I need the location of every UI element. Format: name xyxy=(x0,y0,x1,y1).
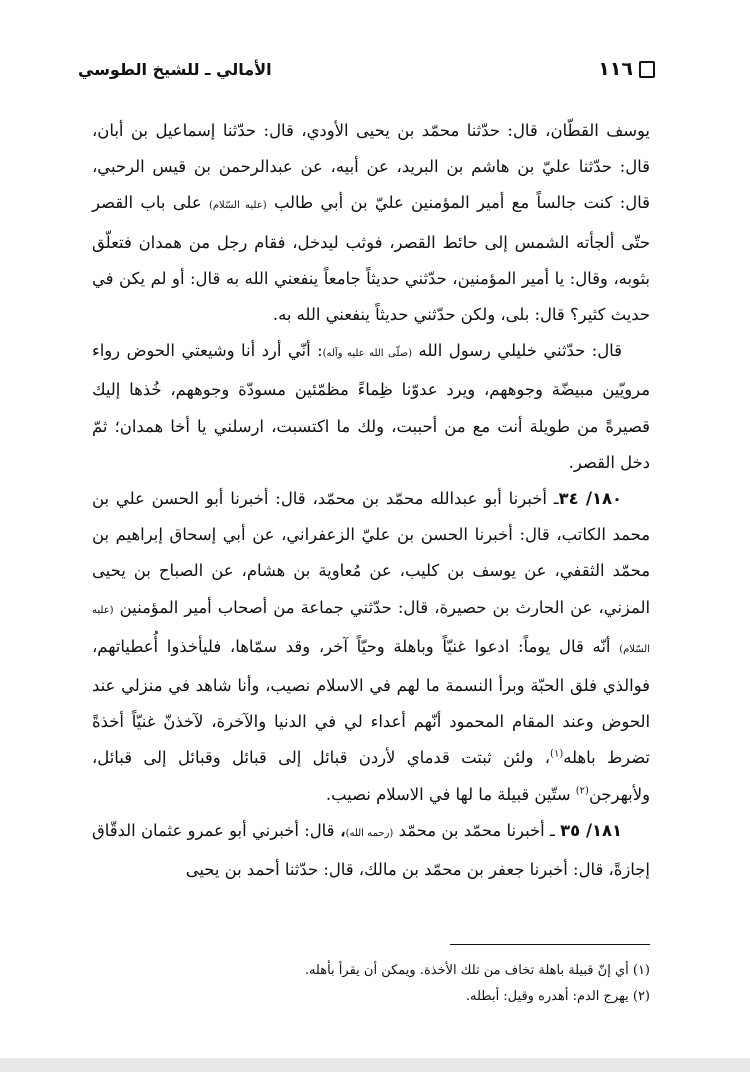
text-run: ـ أخبرنا محمّد بن محمّد xyxy=(398,820,555,840)
hadith-number: ١٨٠/ ٣٤ xyxy=(558,489,622,509)
footnote: (١) أي إنّ قبيلة باهلة تخاف من تلك الأخذة. ويمكن أن يقرأ بأهله. xyxy=(304,963,650,978)
footnotes xyxy=(92,958,650,1010)
text-run: قال: أخبرني أبو عمرو عثمان الدقّاق إجازةً، قال: أخبرنا جعفر بن محمّد بن مالك، قال: حدّثنا أحمد بن يحيى xyxy=(92,820,650,880)
hadith-number: ١٨١/ ٣٥ xyxy=(560,820,622,840)
text-run: ستّين قبيلة ما لها في الاسلام نصيب. xyxy=(325,784,571,804)
honorific: (عليه السّلام) xyxy=(92,604,650,655)
text-run: : أنّي أرد أنا وشيعتي الحوض رواء مرويّين مبيضّة وجوههم، ويرد عدوّنا ظِماءً مظمّئين مسودّة وجوههم، خُذها إليك قصيرةً من طويلة أنت مع من أحببت، ولك ما اكتسبت، ارسلني يا أخا همدان؛ ثمّ دخل القصر. xyxy=(92,341,650,472)
text-run: قال: حدّثني خليلي رسول الله xyxy=(418,341,622,361)
footnote-ref[interactable]: (٢) xyxy=(575,785,589,797)
honorific: (عليه السّلام) xyxy=(208,200,267,212)
page-number-text: ١١٦ xyxy=(598,58,633,80)
hadith-paragraph xyxy=(92,813,650,888)
page-marker-icon xyxy=(639,61,655,78)
hadith-paragraph xyxy=(92,481,650,813)
page-header xyxy=(78,52,655,86)
page-number xyxy=(598,58,655,80)
text-run: ـ أخبرنا أبو عبدالله محمّد بن محمّد، قال: أخبرنا أبو الحسن علي بن محمد الكاتب، قال: أخبرنا الحسن بن عليّ الزعفراني، عن أبي إسحاق إبراهيم بن محمّد الثقفي، عن يوسف بن كليب، عن مُعاوية بن هشام، عن الصباح بن يحيى المزني، عن الحارث بن حصيرة، قال: حدّثني جماعة من أصحاب أمير المؤمنين xyxy=(92,489,650,617)
text-run: أنّه قال يوماً: ادعوا غنيّاً وباهلة وحيّاً آخر، وقد سمّاها، فليأخذوا أُعطياتهم، فوالذي فلق الحبّة وبرأ النسمة ما لهم في الاسلام نصيب، وأنا شاهد في منزلي عند الحوض وعند المقام المحمود أنّهم أعداء لي في الدنيا والآخرة، لآخذنّ غنيّاً أخذةً تضرط باهله xyxy=(92,636,650,768)
paragraph xyxy=(92,113,650,333)
honorific: (صلّى الله عليه وآله) xyxy=(322,348,413,360)
footnote-divider xyxy=(450,944,650,945)
footnote-ref[interactable]: (١) xyxy=(550,748,564,760)
footnote: (٢) يهرج الدم: أهدره وقيل: أبطله. xyxy=(465,989,650,1004)
text-run: ، xyxy=(334,820,346,840)
paragraph xyxy=(92,333,650,481)
text-run: يوسف القطّان، قال: حدّثنا محمّد بن يحيى الأودي، قال: حدّثنا إسماعيل بن أبان، قال: حدّثنا عليّ بن هاشم بن البريد، عن أبيه، عن عبدالرحمن بن قيس الرحبي، قال: كنت جالساً مع أمير المؤمنين عليّ بن أبي طالب xyxy=(92,121,650,213)
honorific: (رحمه الله) xyxy=(345,827,394,839)
main-text xyxy=(92,113,650,888)
text-run: ، ولئن ثبتت قدماي لأردن قبائل إلى قبائل وقبائل إلى قبائل، ولأبهرجن xyxy=(92,748,650,804)
scan-bottom-bar xyxy=(0,1058,750,1072)
book-title: الأمالي ـ للشيخ الطوسي xyxy=(78,59,272,79)
text-run: على باب القصر حتّى ألجأته الشمس إلى حائط القصر، فوثب ليدخل، فقام رجل من همدان فتعلّق بثوبه، وقال: يا أمير المؤمنين، حدّثني حديثاً جامعاً ينفعني الله به قال: أو لم يكن في حديث كثير؟ قال: بلى، ولكن حدّثني حديثاً ينفعني الله به. xyxy=(92,193,650,325)
